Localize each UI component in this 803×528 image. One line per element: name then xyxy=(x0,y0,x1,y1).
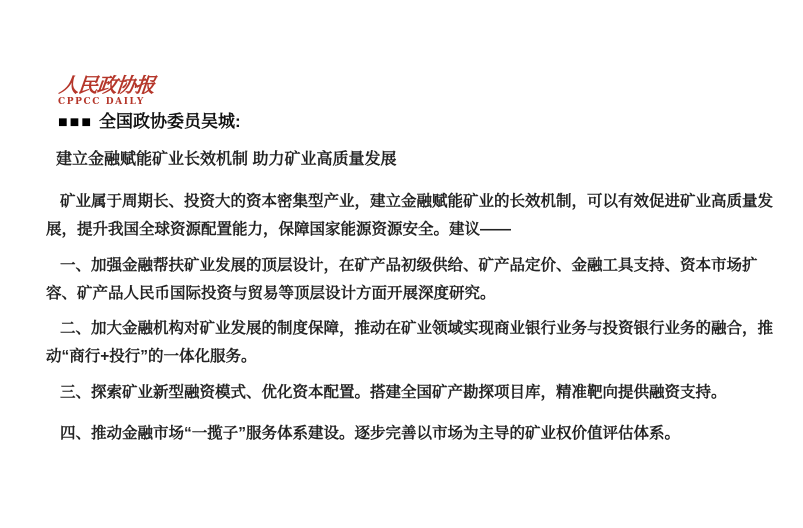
article-paragraph-suggestion-1: 一、加强金融帮扶矿业发展的顶层设计，在矿产品初级供给、矿产品定价、金融工具支持、资本市场扩容、矿产品人民币国际投资与贸易等顶层设计方面开展深度研究。 xyxy=(46,257,758,302)
article-paragraph-suggestion-3: 三、探索矿业新型融资模式、优化资本配置。搭建全国矿产勘探项目库，精准靶向提供融资支持。 xyxy=(60,384,727,401)
byline-squares-icon: ■■■ xyxy=(58,114,93,131)
article-body xyxy=(46,188,773,448)
byline-author: 全国政协委员吴城: xyxy=(99,112,241,131)
article-paragraph-intro: 矿业属于周期长、投资大的资本密集型产业，建立金融赋能矿业的长效机制，可以有效促进矿业高质量发展，提升我国全球资源配置能力，保障国家能源资源安全。建议—— xyxy=(46,193,774,238)
article-paragraph-suggestion-4: 四、推动金融市场“一揽子”服务体系建设。逐步完善以市场为主导的矿业权价值评估体系。 xyxy=(60,425,681,442)
article-paragraph-suggestion-2: 二、加大金融机构对矿业发展的制度保障，推动在矿业领域实现商业银行业务与投资银行业务的融合，推动“商行+投行”的一体化服务。 xyxy=(46,320,774,365)
article-title: 建立金融赋能矿业长效机制 助力矿业高质量发展 xyxy=(56,151,397,168)
masthead xyxy=(58,74,773,107)
cppcc-daily-logo-subtitle: CPPCC DAILY xyxy=(58,97,145,107)
byline xyxy=(58,112,773,133)
cppcc-daily-logo: 人民政协报 xyxy=(57,73,156,97)
